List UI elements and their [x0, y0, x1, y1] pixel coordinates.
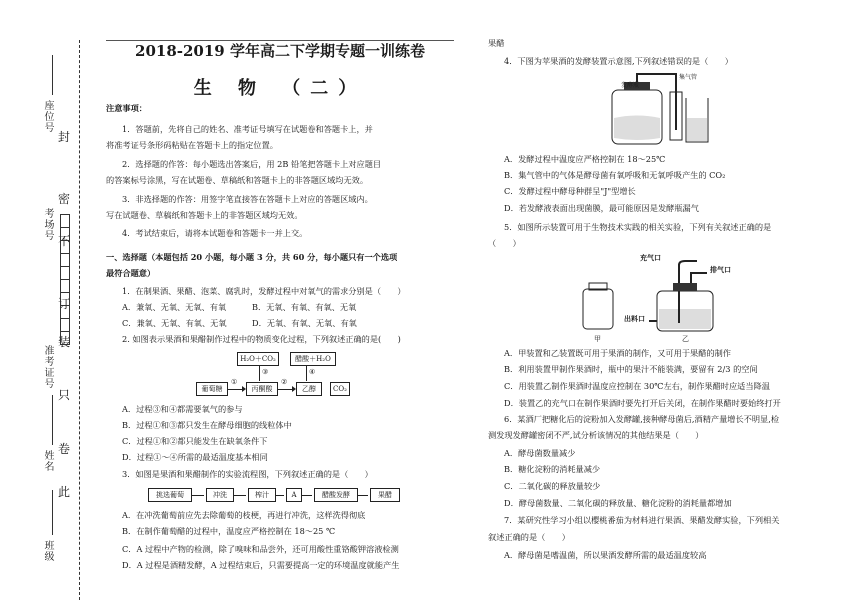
q5-option-a: A．甲装置和乙装置既可用于果酒的制作，又可用于果醋的制作: [504, 348, 731, 358]
seal-char: 不: [58, 234, 71, 248]
glucose-box: 葡萄糖: [196, 382, 228, 396]
yi-label: 乙: [682, 335, 689, 343]
pyruvate-box: 丙酮酸: [246, 382, 278, 396]
q4-stem: 4．下图为苹果酒的发酵装置示意图,下列叙述错误的是（ ）: [504, 56, 733, 66]
q5-option-d: D．装置乙的充气口在制作果酒时要先打开后关闭，在制作果醋时要始终打开: [504, 398, 781, 408]
binding-margin: [0, 0, 100, 607]
seat-number-label: 座位号: [42, 100, 53, 133]
arrow: [192, 495, 204, 496]
q5-stem: （ ）: [488, 238, 521, 248]
title-rule: [106, 40, 454, 41]
q6-option-a: A．酵母菌数量减少: [504, 448, 576, 458]
name-line[interactable]: [52, 395, 53, 445]
q3-stem: 3．如图是果酒和果醋制作的实验流程图，下列叙述正确的是（ ）: [122, 469, 373, 479]
q2-option-a: A．过程③和④都需要氧气的参与: [122, 404, 243, 414]
seat-number-line[interactable]: [52, 55, 53, 95]
trough-water: [687, 118, 707, 141]
q2-option-c: C．过程①和②都只能发生在缺氧条件下: [122, 436, 268, 446]
q3-option-c: C．A 过程中产物的检测，除了嗅味和品尝外，还可用酸性重铬酸钾溶液检测: [122, 544, 399, 554]
seal-char: 装: [58, 335, 71, 349]
q2-option-d: D．过程①～④所需的最适温度基本相同: [122, 452, 268, 462]
q5-option-c: C．用装置乙制作果酒时温度应控制在 30℃左右，制作果醋时应适当降温: [504, 381, 770, 391]
name-label: 姓名: [42, 450, 53, 472]
seal-char: 订: [58, 297, 71, 311]
acetic-acid-box: 醋酸＋H₂O: [290, 352, 336, 366]
arrow: [234, 495, 246, 496]
notice-line: 写在试题卷、草稿纸和答题卡上的非答题区域均无效。: [106, 210, 303, 220]
q6-stem: 6．某酒厂把糖化后的淀粉加入发酵罐,接种酵母菌后,酒精产量增长不明显,检: [504, 414, 780, 424]
arrow-up: [306, 365, 307, 381]
q2-option-b: B．过程①和③都只发生在酵母细胞的线粒体中: [122, 420, 292, 430]
q6-stem: 测发现发酵罐密闭不严,试分析该情况的其他结果是（ ）: [488, 430, 704, 440]
q2-stem: 2. 如图表示果酒和果醋制作过程中的物质变化过程，下列叙述正确的是( ): [122, 334, 401, 344]
exam-number-boxes[interactable]: [60, 215, 69, 345]
liquid-yi: [659, 309, 711, 329]
q5-option-b: B．利用装置甲制作果酒时，瓶中的果汁不能装满，要留有 2/3 的空间: [504, 364, 758, 374]
arrowhead: [242, 386, 246, 392]
inlet-label: 充气口: [640, 253, 661, 262]
q4-apparatus: [600, 68, 720, 148]
page-title: 2018-2019 学年高二下学期专题一训练卷: [135, 42, 425, 60]
seal-line: [79, 40, 80, 600]
q1-stem: 1．在制果酒、果醋、泡菜、腐乳时，发酵过程中对氧气的需求分别是（ ）: [122, 286, 406, 296]
step-label: ①: [231, 378, 238, 386]
bottle-label: 发酵瓶: [621, 82, 640, 89]
q3-option-d: D．A 过程是酒精发酵，A 过程结束后，只需要提高一定的环境温度就能产生: [122, 560, 400, 570]
class-line[interactable]: [52, 490, 53, 535]
flow-step: 榨汁: [248, 488, 276, 502]
stopper-yi: [673, 283, 697, 291]
notice-line: 4．考试结束后，请将本试题卷和答题卡一并上交。: [122, 228, 308, 238]
outlet-label: 排气口: [710, 265, 731, 274]
ethanol-box: 乙醇: [296, 382, 322, 396]
q4-option-b: B．集气管中的气体是酵母菌有氧呼吸和无氧呼吸产生的 CO₂: [504, 170, 726, 180]
step-label: ②: [281, 378, 288, 386]
class-label: 班级: [42, 540, 53, 562]
bottle-jia: [583, 289, 613, 329]
q1-option-a: A．兼氧、无氧、无氧、有氧: [122, 302, 227, 312]
continuation-text: 果醋: [488, 38, 505, 48]
q3-option-a: A．在冲洗葡萄前应先去除葡萄的枝梗，再进行冲洗，这样洗得彻底: [122, 510, 366, 520]
seal-char: 密: [58, 192, 71, 206]
h2o-co2-box: H₂O＋CO₂: [237, 352, 279, 366]
arrow: [358, 495, 368, 496]
step-label: ④: [309, 368, 316, 376]
flow-step: 醋酸发酵: [314, 488, 358, 502]
exam-number-label: 准考证号: [42, 345, 53, 389]
co2-box: CO₂: [330, 382, 350, 396]
flow-step: 果醋: [370, 488, 400, 502]
outlet-tube: [691, 273, 707, 283]
step-label: ③: [262, 368, 269, 376]
q4-option-d: D．若发酵液表面出现菌膜，最可能原因是发酵瓶漏气: [504, 203, 699, 213]
arrow: [276, 495, 284, 496]
q7-option-a: A．酵母菌是嗜温菌，所以果酒发酵所需的最适温度较高: [504, 550, 707, 560]
arrow-up: [259, 365, 260, 381]
section-heading: 最符合题意）: [106, 268, 156, 278]
q1-option-b: B．无氧、有氧、有氧、无氧: [252, 302, 357, 312]
tube-label: 集气管: [679, 74, 698, 81]
q4-option-c: C．发酵过程中酵母种群呈"J"型增长: [504, 186, 636, 196]
q1-option-c: C．兼氧、无氧、有氧、无氧: [122, 318, 227, 328]
feed-label: 出料口: [624, 314, 645, 323]
q6-option-c: C．二氧化碳的释放量较少: [504, 481, 601, 491]
q7-stem: 叙述正确的是（ ）: [488, 532, 570, 542]
arrowhead: [292, 386, 296, 392]
q6-option-b: B．糖化淀粉的消耗量减少: [504, 464, 601, 474]
q7-stem: 7．某研究性学习小组以樱桃番茄为材料进行果酒、果醋发酵实验，下列相关: [504, 515, 780, 525]
notice-line: 2．选择题的作答：每小题选出答案后，用 2B 铅笔把答题卡上对应题目: [122, 159, 382, 169]
q5-stem: 5．如图所示装置可用于生物技术实践的相关实验，下列有关叙述正确的是: [504, 222, 772, 232]
flow-step: 挑选葡萄: [148, 488, 192, 502]
seal-char: 只: [58, 388, 71, 402]
flow-step: 冲洗: [206, 488, 234, 502]
liquid: [614, 116, 660, 141]
seal-char: 此: [58, 485, 71, 499]
flow-step: A: [286, 488, 302, 502]
arrow: [302, 495, 312, 496]
notice-line: 将准考证号条形码粘贴在答题卡上的指定位置。: [106, 140, 278, 150]
notice-line: 1．答题前，先将自己的姓名、准考证号填写在试题卷和答题卡上，并: [122, 124, 373, 134]
exam-room-label: 考场号: [42, 208, 53, 241]
q6-option-d: D．酵母菌数量、二氧化碳的释放量、糖化淀粉的消耗量都增加: [504, 498, 732, 508]
section-heading: 一、选择题（本题包括 20 小题，每小题 3 分，共 60 分，每小题只有一个选项: [106, 252, 398, 262]
notice-heading: 注意事项：: [106, 103, 147, 113]
q4-option-a: A．发酵过程中温度应严格控制在 18～25℃: [504, 154, 666, 164]
notice-line: 的答案标号涂黑，写在试题卷、草稿纸和答题卡上的非答题区域均无效。: [106, 175, 369, 185]
jia-label: 甲: [594, 335, 601, 343]
q3-option-b: B．在制作葡萄醋的过程中，温度应严格控制在 18～25 ℃: [122, 526, 336, 536]
page-subtitle: 生 物 （二）: [193, 78, 367, 99]
seal-char: 封: [58, 130, 71, 144]
seal-char: 卷: [58, 442, 71, 456]
notice-line: 3．非选择题的作答：用签字笔直接答在答题卡上对应的答题区域内。: [122, 194, 373, 204]
q1-option-d: D．无氧、有氧、无氧、有氧: [252, 318, 357, 328]
